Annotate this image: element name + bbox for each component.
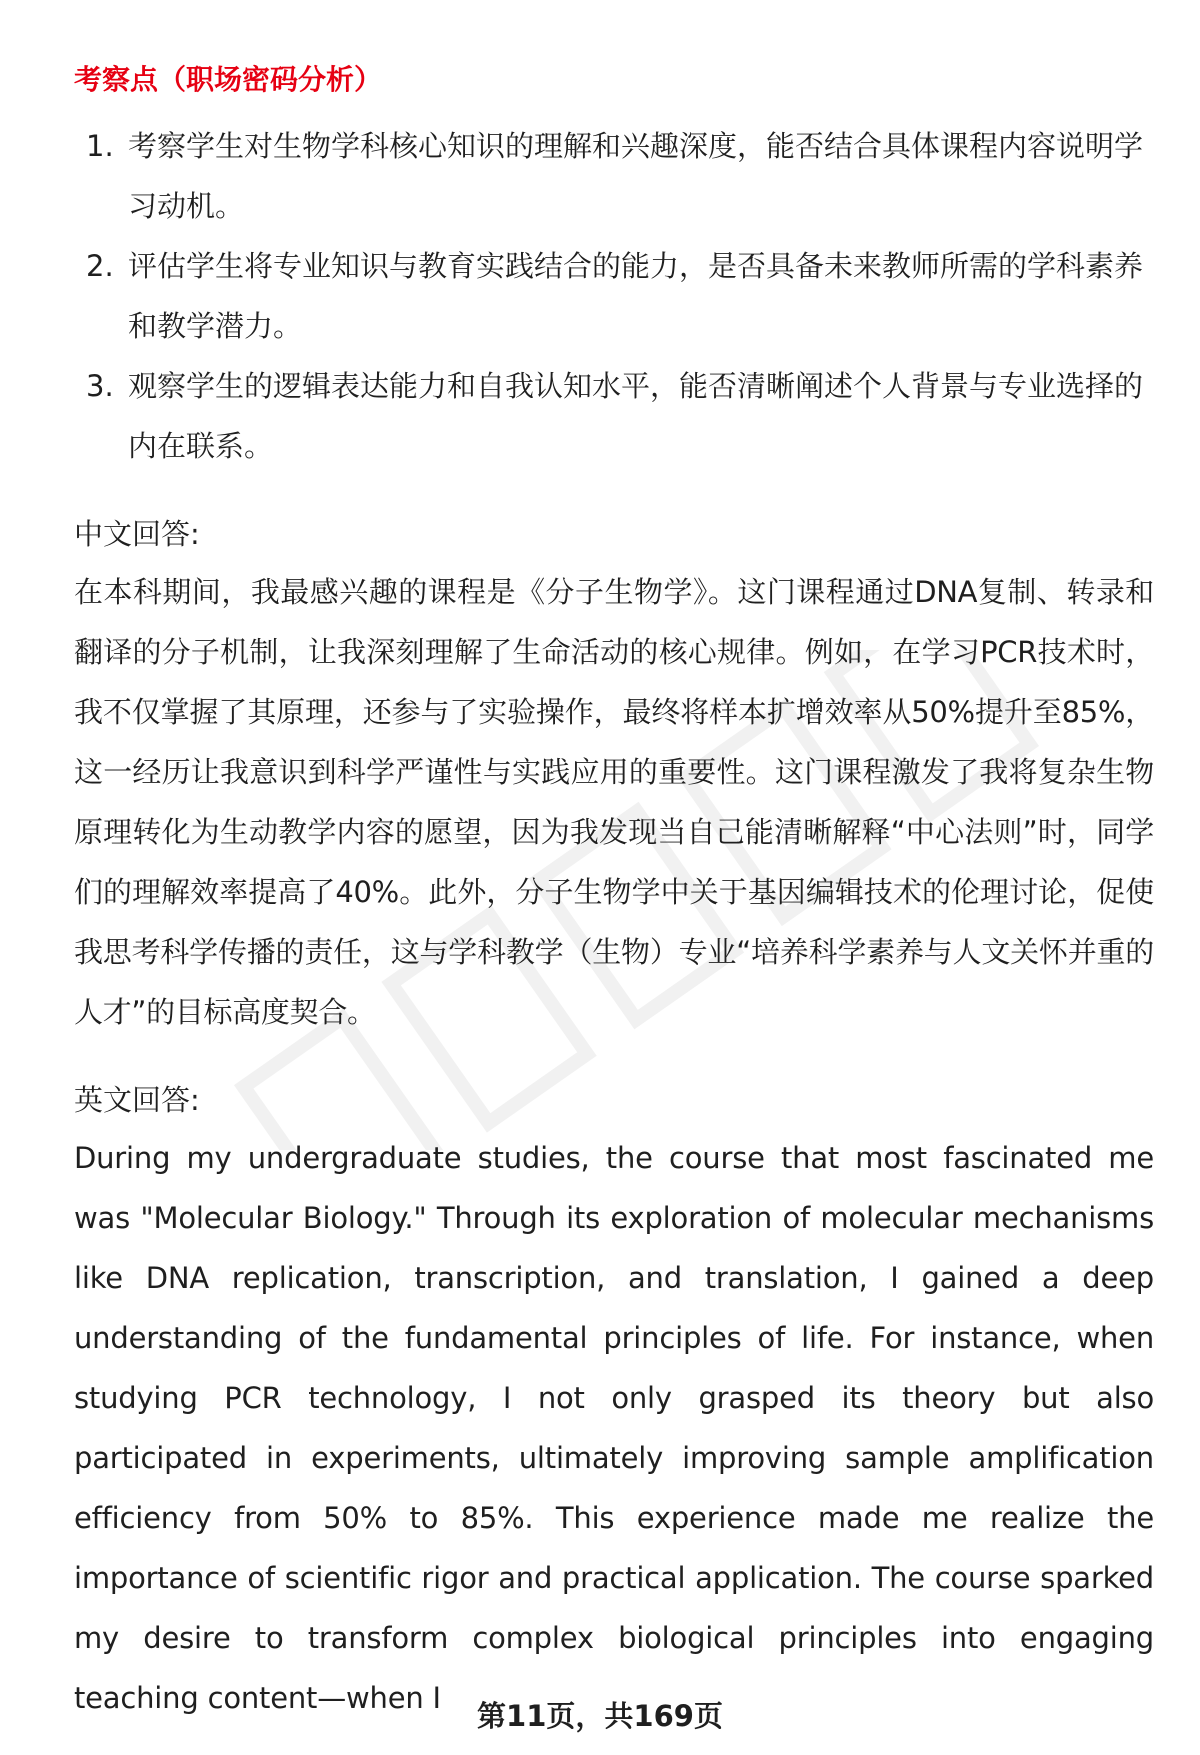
english-answer-text: During my undergraduate studies, the course that most fascinated me was "Molecular Biology." Through its exploration of molecular mechanisms like DNA replication, transcription, and translation, I gained a deep understanding of the fundamental principles of life. For instance, when studying PCR technology, I not only grasped its theory but also participated in experiments, ultimately improving sample amplification efficiency from 50% to 85%. This experience made me realize the importance of scientific rigor and practical application. The course sparked my desire to transform complex biological principles into engaging teaching content—when I [74, 1141, 1154, 1715]
list-item [74, 116, 1154, 236]
list-item-number: 2. [86, 249, 114, 283]
list-item-number: 3. [86, 369, 114, 403]
list-item-number: 1. [86, 129, 114, 163]
document-page [74, 58, 1154, 1728]
assessment-points-list [74, 116, 1154, 476]
list-item [74, 356, 1154, 476]
list-item [74, 236, 1154, 356]
chinese-answer-text: 在本科期间，我最感兴趣的课程是《分子生物学》。这门课程通过DNA复制、转录和翻译的分子机制，让我深刻理解了生命活动的核心规律。例如，在学习PCR技术时，我不仅掌握了其原理，还参与了实验操作，最终将样本扩增效率从50%提升至85%，这一经历让我意识到科学严谨性与实践应用的重要性。这门课程激发了我将复杂生物原理转化为生动教学内容的愿望，因为我发现当自己能清晰解释“中心法则”时，同学们的理解效率提高了40%。此外，分子生物学中关于基因编辑技术的伦理讨论，促使我思考科学传播的责任，这与学科教学（生物）专业“培养科学素养与人文关怀并重的人才”的目标高度契合。 [74, 575, 1154, 1029]
chinese-answer-label: 中文回答: [74, 517, 200, 551]
list-item-text: 评估学生将专业知识与教育实践结合的能力，是否具备未来教师所需的学科素养和教学潜力。 [128, 249, 1144, 343]
section-title: 考察点（职场密码分析） [74, 63, 383, 96]
list-item-text: 考察学生对生物学科核心知识的理解和兴趣深度，能否结合具体课程内容说明学习动机。 [128, 129, 1144, 223]
page-number-footer: 第11页，共169页 [477, 1699, 723, 1733]
list-item-text: 观察学生的逻辑表达能力和自我认知水平，能否清晰阐述个人背景与专业选择的内在联系。 [128, 369, 1144, 463]
english-answer-label: 英文回答: [74, 1083, 200, 1117]
